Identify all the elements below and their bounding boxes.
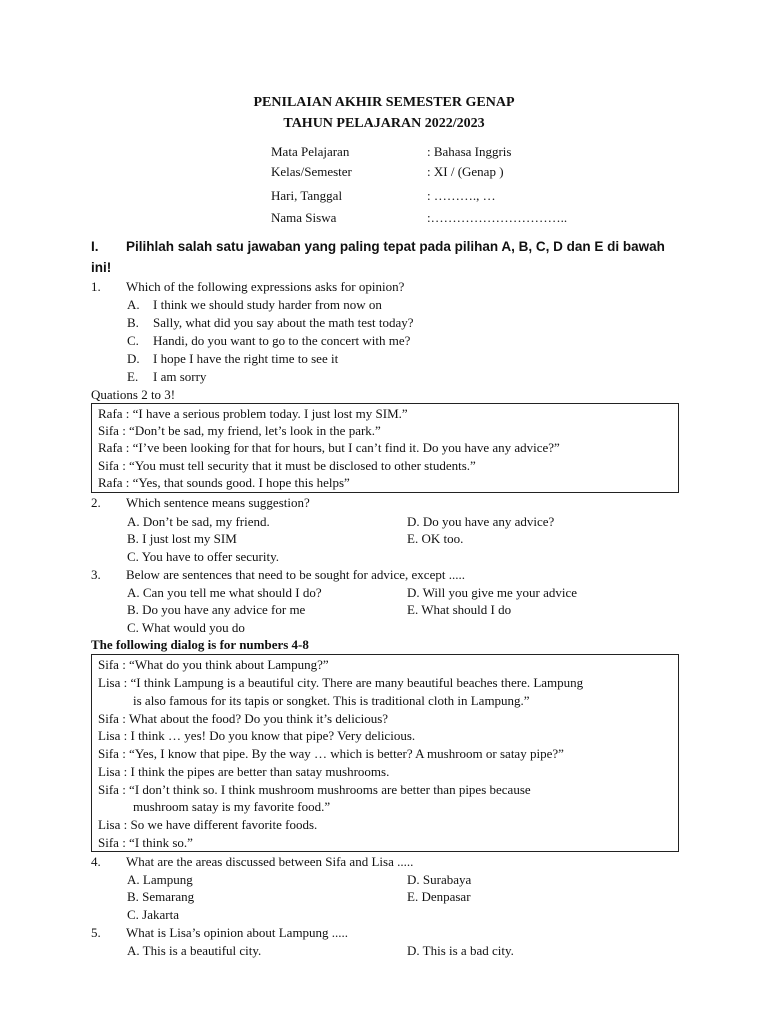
option-text: Handi, do you want to go to the concert with me?: [153, 333, 411, 348]
academic-year: TAHUN PELAJARAN 2022/2023: [283, 116, 485, 131]
option-a: A. Can you tell me what should I do?: [127, 585, 322, 600]
question-number: 5.: [91, 925, 101, 940]
dialog-line: Rafa : “I have a serious problem today. I just lost my SIM.”: [98, 406, 408, 421]
meta-value-name: :…………………………..: [427, 210, 568, 225]
option-a: A. Don’t be sad, my friend.: [127, 514, 270, 529]
dialog-line-cont: is also famous for its tapis or songket. This is traditional cloth in Lampung.”: [133, 693, 530, 708]
dialog-line: Sifa : What about the food? Do you think it’s delicious?: [98, 711, 389, 726]
dialog-intro: The following dialog is for numbers 4-8: [91, 637, 309, 652]
dialog-line: Sifa : “What do you think about Lampung?”: [98, 657, 329, 672]
option-a: A. This is a beautiful city.: [127, 943, 262, 958]
option-letter: A.: [127, 297, 140, 312]
dialog-line: Sifa : “I don’t think so. I think mushroom mushrooms are better than pipes because: [98, 782, 531, 797]
meta-value-subject: : Bahasa Inggris: [427, 144, 512, 159]
option-d: D. Will you give me your advice: [407, 585, 578, 600]
question-text: Which sentence means suggestion?: [126, 495, 310, 510]
option-text: I think we should study harder from now on: [153, 297, 382, 312]
option-e: E. Denpasar: [407, 889, 471, 904]
dialog-line: Sifa : “You must tell security that it must be disclosed to other students.”: [98, 458, 476, 473]
dialog-line-cont: mushroom satay is my favorite food.”: [133, 799, 331, 814]
question-text: What is Lisa’s opinion about Lampung .....: [126, 925, 349, 940]
option-text: I am sorry: [153, 369, 207, 384]
option-text: I hope I have the right time to see it: [153, 351, 339, 366]
meta-label-class: Kelas/Semester: [271, 164, 352, 179]
dialog-line: Sifa : “I think so.”: [98, 835, 193, 850]
option-c: C. What would you do: [127, 620, 245, 635]
section-number: I.: [91, 239, 99, 254]
option-letter: C.: [127, 333, 139, 348]
section-instruction: Pilihlah salah satu jawaban yang paling tepat pada pilihan A, B, C, D dan E di bawah: [126, 239, 665, 254]
option-letter: E.: [127, 369, 139, 384]
option-d: D. This is a bad city.: [407, 943, 514, 958]
dialog-line: Rafa : “Yes, that sounds good. I hope this helps”: [98, 475, 350, 490]
question-number: 2.: [91, 495, 101, 510]
option-text: Sally, what did you say about the math test today?: [153, 315, 414, 330]
question-number: 3.: [91, 567, 101, 582]
option-d: D. Surabaya: [407, 872, 472, 887]
dialog-line: Sifa : “Don’t be sad, my friend, let’s look in the park.”: [98, 423, 381, 438]
question-number: 1.: [91, 279, 101, 294]
dialog-line: Lisa : “I think Lampung is a beautiful city. There are many beautiful beaches there. Lampung: [98, 675, 584, 690]
meta-value-class: : XI / (Genap ): [427, 164, 504, 179]
dialog-line: Lisa : I think the pipes are better than satay mushrooms.: [98, 764, 390, 779]
option-a: A. Lampung: [127, 872, 193, 887]
dialog-line: Rafa : “I’ve been looking for that for hours, but I can’t find it. Do you have any advice?”: [98, 440, 560, 455]
option-b: B. Semarang: [127, 889, 195, 904]
dialog-intro: Quations 2 to 3!: [91, 387, 176, 402]
option-letter: D.: [127, 351, 140, 366]
meta-label-subject: Mata Pelajaran: [271, 144, 350, 159]
question-text: Which of the following expressions asks for opinion?: [126, 279, 405, 294]
option-letter: B.: [127, 315, 139, 330]
dialog-box: [91, 403, 679, 493]
meta-label-name: Nama Siswa: [271, 210, 337, 225]
dialog-box: [91, 654, 679, 852]
option-b: B. Do you have any advice for me: [127, 602, 306, 617]
meta-label-date: Hari, Tanggal: [271, 188, 343, 203]
option-d: D. Do you have any advice?: [407, 514, 555, 529]
dialog-line: Lisa : So we have different favorite foods.: [98, 817, 318, 832]
section-instruction-cont: ini!: [91, 260, 112, 275]
question-number: 4.: [91, 854, 101, 869]
question-text: What are the areas discussed between Sifa and Lisa .....: [126, 854, 414, 869]
meta-value-date: : ………., …: [427, 188, 496, 203]
exam-title: PENILAIAN AKHIR SEMESTER GENAP: [253, 95, 515, 110]
option-c: C. You have to offer security.: [127, 549, 280, 564]
question-text: Below are sentences that need to be sought for advice, except .....: [126, 567, 465, 582]
option-e: E. What should I do: [407, 602, 512, 617]
dialog-line: Sifa : “Yes, I know that pipe. By the way … which is better? A mushroom or satay pipe?”: [98, 746, 564, 761]
dialog-line: Lisa : I think … yes! Do you know that pipe? Very delicious.: [98, 728, 416, 743]
option-c: C. Jakarta: [127, 907, 179, 922]
option-e: E. OK too.: [407, 531, 464, 546]
option-b: B. I just lost my SIM: [127, 531, 237, 546]
